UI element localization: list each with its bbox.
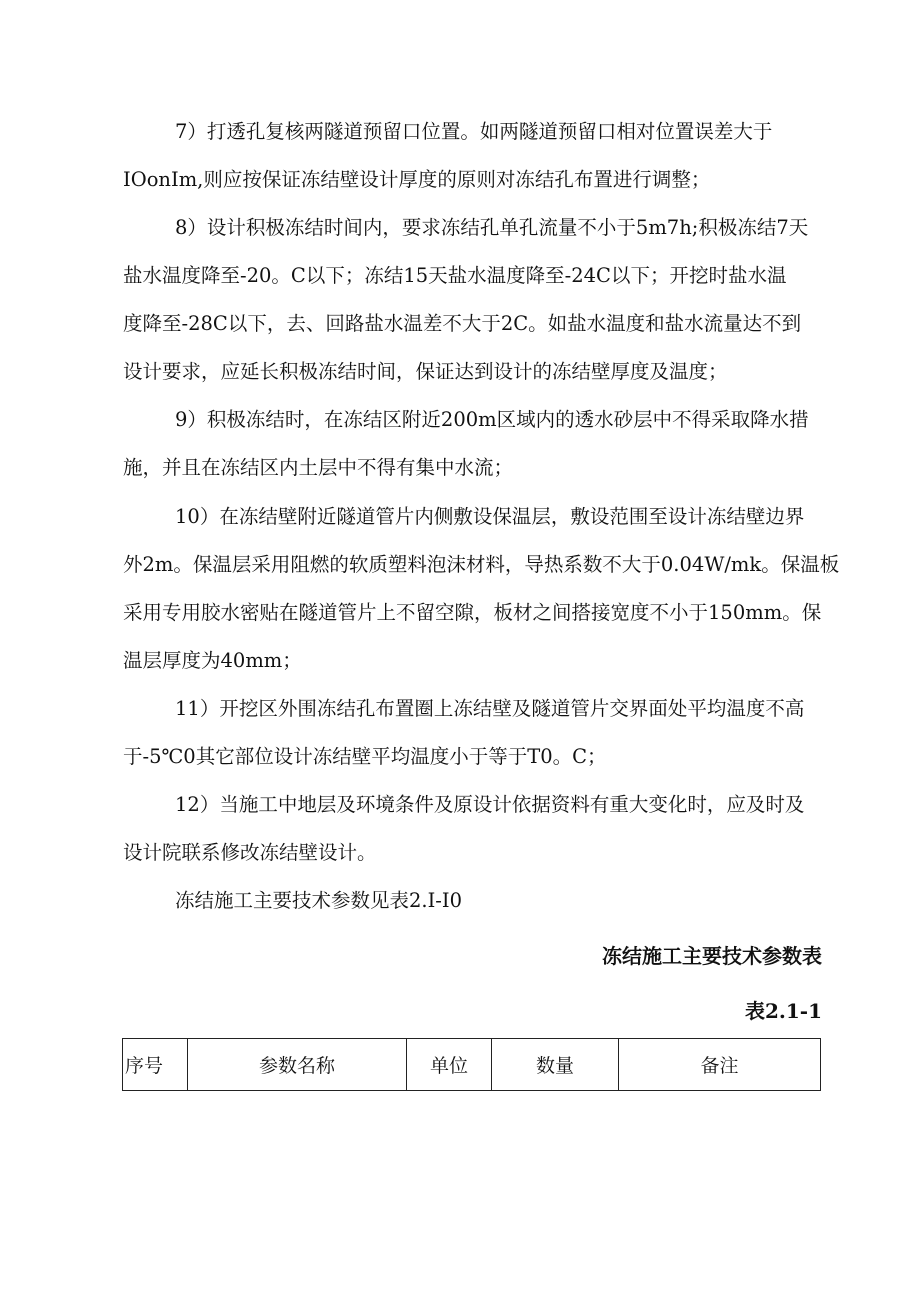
header-remarks: 备注	[619, 1039, 821, 1091]
item-9-line-1: 9）积极冻结时，在冻结区附近200m区域内的透水砂层中不得采取降水措	[175, 408, 809, 431]
item-11-line-2: 于-5℃0其它部位设计冻结壁平均温度小于等于T0。C；	[123, 745, 607, 768]
item-9-line-2: 施，并且在冻结区内土层中不得有集中水流；	[123, 456, 514, 479]
item-12-line-2: 设计院联系修改冻结壁设计。	[123, 841, 377, 864]
item-8-line-3: 度降至-28C以下，去、回路盐水温差不大于2C。如盐水温度和盐水流量达不到	[123, 312, 802, 335]
item-8-line-2: 盐水温度降至-20。C以下；冻结15天盐水温度降至-24C以下；开挖时盐水温	[123, 264, 787, 287]
header-seq: 序号	[123, 1039, 188, 1091]
item-12-line-1: 12）当施工中地层及环境条件及原设计依据资料有重大变化时，应及时及	[175, 793, 805, 816]
header-unit: 单位	[407, 1039, 492, 1091]
item-10-line-3: 采用专用胶水密贴在隧道管片上不留空隙，板材之间搭接宽度不小于150mm。保	[123, 601, 822, 624]
item-11-line-1: 11）开挖区外围冻结孔布置圈上冻结壁及隧道管片交界面处平均温度不高	[175, 697, 805, 720]
table-header-row	[123, 1039, 821, 1091]
item-8-line-1: 8）设计积极冻结时间内，要求冻结孔单孔流量不小于5m7h;积极冻结7天	[175, 216, 809, 239]
table-reference: 冻结施工主要技术参数见表2.I-I0	[175, 889, 463, 912]
header-param-name: 参数名称	[188, 1039, 407, 1091]
item-7-line-2: IOonIm,则应按保证冻结壁设计厚度的原则对冻结孔布置进行调整；	[123, 168, 711, 191]
table-number: 表2.1-1	[744, 999, 822, 1023]
item-10-line-4: 温层厚度为40mm；	[123, 649, 302, 672]
item-10-line-1: 10）在冻结壁附近隧道管片内侧敷设保温层，敷设范围至设计冻结壁边界	[175, 505, 805, 528]
header-quantity: 数量	[492, 1039, 619, 1091]
item-10-line-2: 外2m。保温层采用阻燃的软质塑料泡沫材料，导热系数不大于0.04W/mk。保温板	[123, 553, 840, 576]
item-7-line-1: 7）打透孔复核两隧道预留口位置。如两隧道预留口相对位置误差大于	[175, 120, 773, 143]
item-8-line-4: 设计要求，应延长积极冻结时间，保证达到设计的冻结壁厚度及温度；	[123, 360, 728, 383]
parameters-table	[122, 1038, 821, 1091]
table-title: 冻结施工主要技术参数表	[602, 944, 822, 968]
